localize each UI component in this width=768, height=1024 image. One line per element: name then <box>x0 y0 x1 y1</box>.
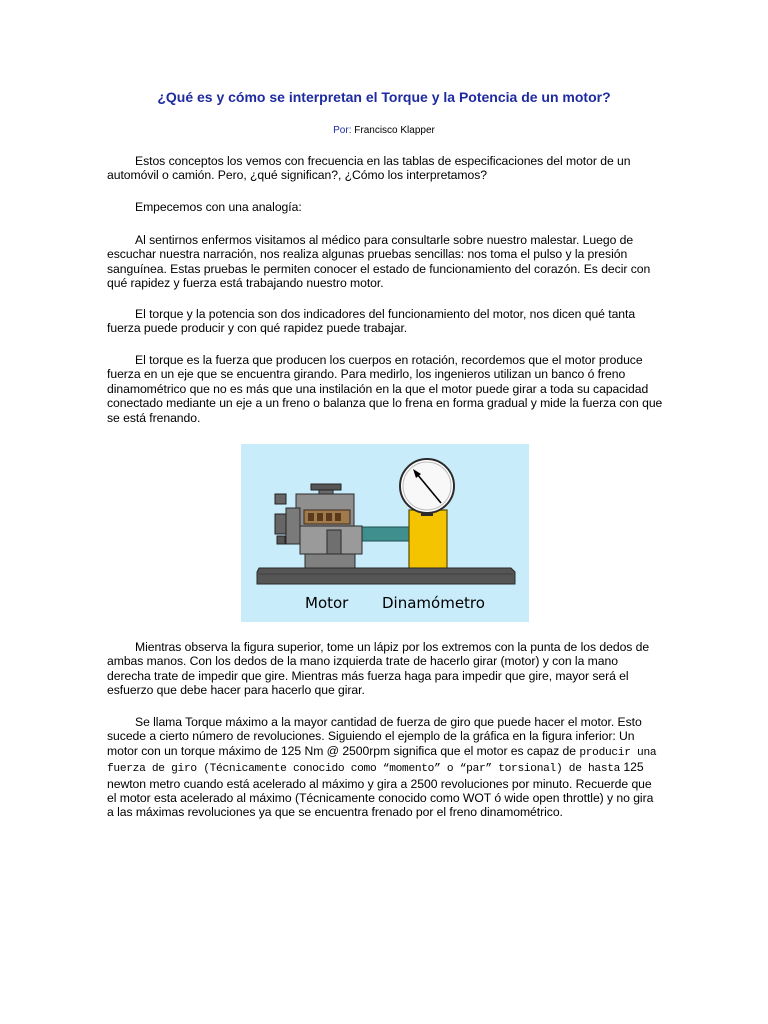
paragraph-6: Mientras observa la figura superior, tome un lápiz por los extremos con la punta de los dedos de ambas manos. Con los dedos de la mano izquierda trate de hacerlo girar (motor) y con la mano derecha trate de impedir que gire. Mientras más fuerza haga para impedir que gire, mayor será el esfuerzo que debe hacer para hacerlo que girar. <box>107 640 650 698</box>
paragraph-7-part-3: 125 newton metro cuando está acelerado al máximo y gira a 2500 revoluciones por minuto. Recuerde que el motor esta acelerado al máximo (Técnicamente conocido como WOT ó wide open throttle) y no gira a las máximas revoluciones ya que se encuentra frenado por el freno dinamométrico. <box>107 760 654 820</box>
author-line <box>107 125 661 136</box>
paragraph-5: El torque es la fuerza que producen los cuerpos en rotación, recordemos que el motor produce fuerza en un eje que se encuentra girando. Para medirlo, los ingenieros utilizan un banco ó freno dinamométrico que no es más que una instilación en la que el motor puede girar a toda su capacidad conectado mediante un eje a un freno o balanza que lo frena en forma gradual y mide la fuerza con que se está frenando. <box>107 353 663 425</box>
paragraph-2: Empecemos con una analogía: <box>135 200 302 214</box>
paragraph-7-technical-note: producir una fuerza de giro (Técnicamente conocido como “momento” o “par” torsional) de hasta <box>107 746 657 776</box>
figure-label-motor: Motor <box>305 594 349 612</box>
paragraph-7 <box>107 715 663 820</box>
author-label: Por: <box>333 125 352 136</box>
paragraph-7-part-1: Se llama Torque máximo a la mayor cantidad de fuerza de giro que puede hacer el motor. Esto sucede a cierto número de revoluciones. Siguiendo el ejemplo de la gráfica en la figura inferior: Un motor con un torque máximo de 125 Nm @ 2500rpm significa que el motor es capaz de <box>107 715 642 758</box>
figure-label-dyno: Dinamómetro <box>382 594 485 612</box>
paragraph-4: El torque y la potencia son dos indicadores del funcionamiento del motor, nos dicen qué tanta fuerza puede producir y con qué rapidez puede trabajar. <box>107 307 636 336</box>
document-title: ¿Qué es y cómo se interpretan el Torque y la Potencia de un motor? <box>157 89 611 105</box>
paragraph-3: Al sentirnos enfermos visitamos al médico para consultarle sobre nuestro malestar. Luego de escuchar nuestra narración, nos realiza algunas pruebas sencillas: nos toma el pulso y la presión sanguínea. Estas pruebas le permiten conocer el estado de funcionamiento del corazón. Es decir con qué rapidez y fuerza está trabajando nuestro motor. <box>107 233 651 291</box>
author-name: Francisco Klapper <box>354 125 435 136</box>
motor-dynamometer-figure <box>241 444 529 622</box>
base-icon <box>257 568 515 584</box>
motor-dynamometer-illustration <box>241 444 529 622</box>
paragraph-1: Estos conceptos los vemos con frecuencia en las tablas de especificaciones del motor de un automóvil o camión. Pero, ¿qué significan?, ¿Cómo los interpretamos? <box>107 154 631 183</box>
